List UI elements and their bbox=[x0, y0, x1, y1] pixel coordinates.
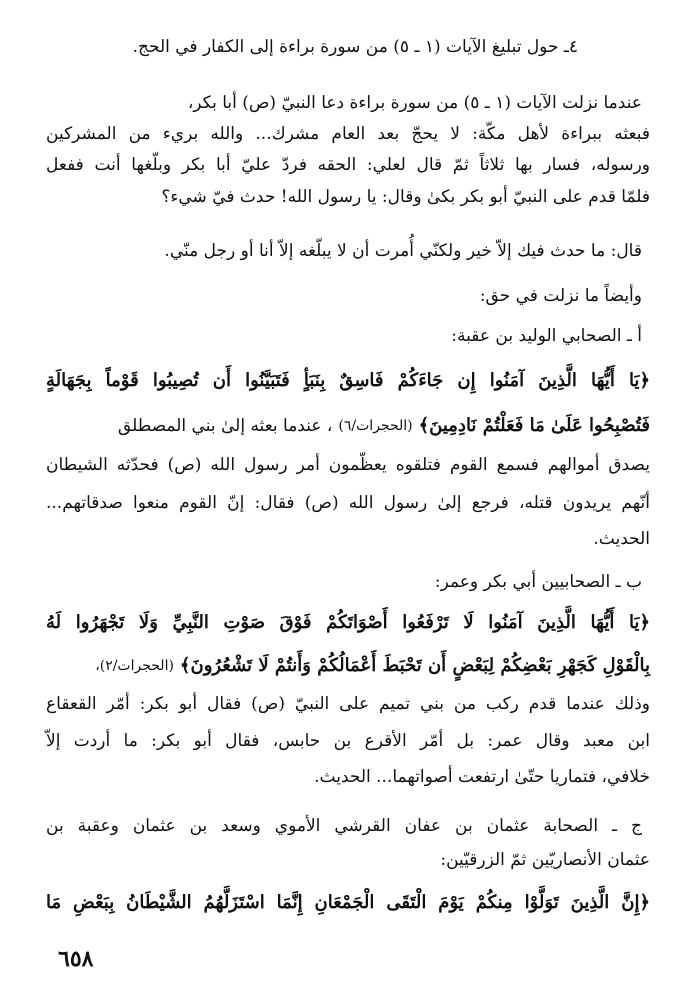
paragraph-line: فبعثه ببراءة لأهل مكّة: لا يحجّ بعد العام مشرك... والله بريء من المشركين bbox=[46, 124, 650, 144]
paragraph-line: ابن معبد وقال عمر: بل أمّر الأقرع بن حابس، فقال أبو بكر: ما أردت إلاّ bbox=[46, 731, 650, 751]
item-heading: ب ـ الصحابيين أبي بكر وعمر: bbox=[434, 572, 642, 592]
paragraph-line: عندما نزلت الآيات (١ ـ ٥) من سورة براءة دعا النبيّ (ص) أبا بكر، bbox=[187, 93, 642, 113]
verse-citation-line bbox=[46, 653, 650, 679]
paragraph-line: وأيضاً ما نزلت في حق: bbox=[479, 286, 642, 306]
quran-verse: بِالْقَوْلِ كَجَهْرِ بَعْضِكُمْ لِبَعْضٍ أَن تَحْبَطَ أَعْمَالُكُمْ وَأَنتُمْ لَا تَشْعُرُونَ﴾ bbox=[179, 655, 650, 676]
item-heading: عثمان الأنصاريّين ثمّ الزرقيّين: bbox=[440, 850, 650, 870]
quran-verse: ﴿يَا أَيُّهَا الَّذِينَ آمَنُوا لَا تَرْفَعُوا أَصْوَاتَكُمْ فَوْقَ صَوْتِ النَّبِيِّ وَلَا تَجْهَرُوا لَهُ bbox=[46, 612, 650, 633]
paragraph-line: وذلك عندما قدم ركب من بني تميم على النبيّ (ص) فقال أبو بكر: أمّر القعقاع bbox=[46, 694, 650, 714]
paragraph-line: ورسوله، فسار بها ثلاثاً ثمّ قال لعلي: الحقه فردّ عليّ أبا بكر وبلّغها أنت ففعل bbox=[46, 155, 650, 175]
quran-verse: فَتُصْبِحُوا عَلَىٰ مَا فَعَلْتُمْ نَادِمِينَ﴾ bbox=[418, 415, 650, 436]
paragraph-line: أنّهم يريدون قتله، فرجع إلىٰ رسول الله (ص) فقال: إنّ القوم منعوا صدقاتهم... bbox=[46, 493, 650, 513]
paragraph-line: خلافي، فتماريا حتّىٰ ارتفعت أصواتهما... الحديث. bbox=[314, 767, 650, 787]
paragraph-line: يصدق أموالهم فسمع القوم فتلقوه يعظّمون أمر رسول الله (ص) فحدّثه الشيطان bbox=[46, 455, 650, 475]
paragraph-line: الحديث. bbox=[593, 529, 650, 549]
quran-verse: ﴿يَا أَيُّهَا الَّذِينَ آمَنُوا إِن جَاءَكُمْ فَاسِقٌ بِنَبَأٍ فَتَبَيَّنُوا أَن تُصِيبُوا قَوْماً بِجَهَالَةٍ bbox=[46, 370, 650, 391]
quran-verse: ﴿إِنَّ الَّذِينَ تَوَلَّوْا مِنكُمْ يَوْمَ الْتَقَى الْجَمْعَانِ إِنَّمَا اسْتَزَلَّهُمُ الشَّيْطَانُ بِبَعْضِ مَا bbox=[46, 892, 650, 913]
item-heading: أ ـ الصحابي الوليد بن عقبة: bbox=[451, 326, 642, 346]
verse-citation: (الحجرات/٢)، bbox=[95, 658, 174, 674]
section-heading: ٤ـ حول تبليغ الآيات (١ ـ ٥) من سورة براءة إلى الكفار في الحج. bbox=[132, 37, 578, 57]
verse-citation-line bbox=[46, 413, 650, 439]
paragraph-text: ، عندما بعثه إلىٰ بني المصطلق bbox=[117, 416, 333, 436]
paragraph-line: فلمّا قدم على النبيّ أبو بكر بكىٰ وقال: يا رسول الله! حدث فيّ شيء؟ bbox=[161, 187, 650, 207]
paragraph-line: قال: ما حدث فيك إلاّ خير ولكنّي أُمرت أن لا يبلّغه إلاّ أنا أو رجل منّي. bbox=[164, 241, 642, 261]
verse-citation: (الحجرات/٦) bbox=[338, 418, 413, 434]
page-number: ٦٥٨ bbox=[58, 946, 94, 972]
item-heading: ج ـ الصحابة عثمان بن عفان القرشي الأموي وسعد بن عثمان وعقبة بن bbox=[46, 816, 642, 836]
